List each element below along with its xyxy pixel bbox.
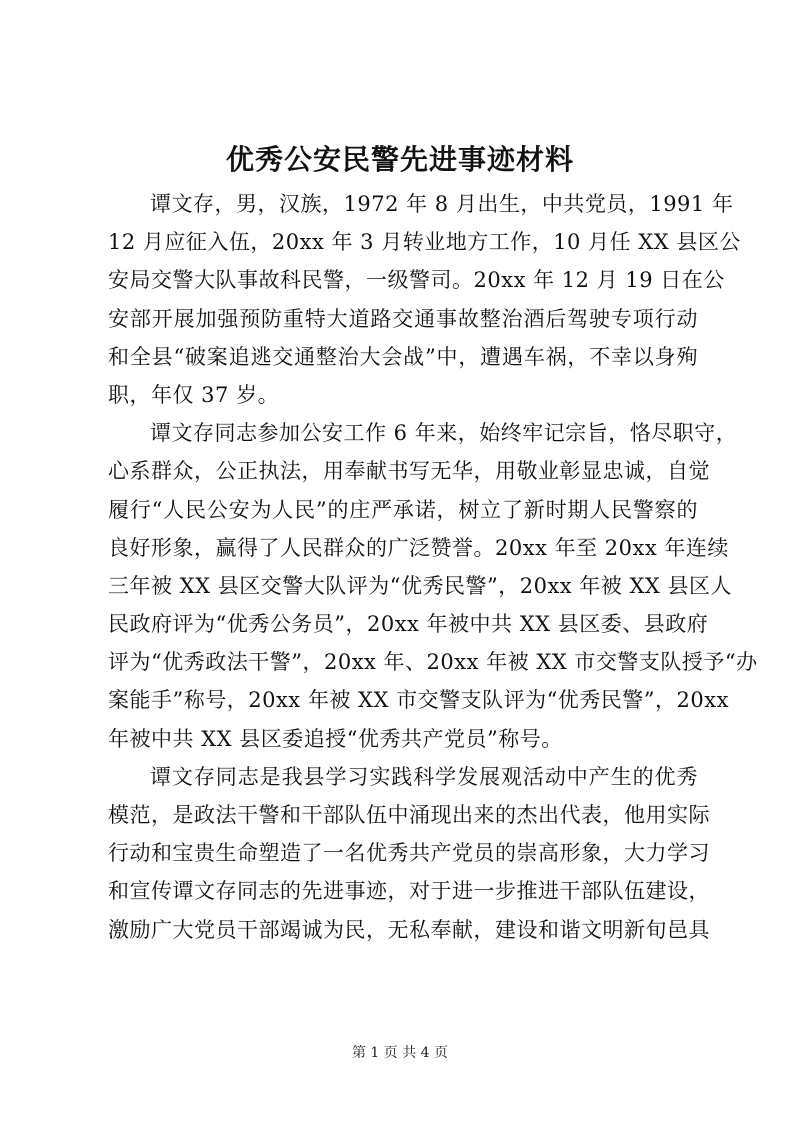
paragraph-line: 民政府评为“优秀公务员”，20xx 年被中共 XX 县区委、县政府 <box>108 612 709 637</box>
page-number-footer: 第 1 页 共 4 页 <box>351 1045 449 1061</box>
paragraph-line: 安局交警大队事故科民警，一级警司。20xx 年 12 月 19 日在公 <box>108 268 725 293</box>
paragraph-line: 谭文存同志是我县学习实践科学发展观活动中产生的优秀 <box>150 764 698 789</box>
paragraph-line: 评为“优秀政法干警”，20xx 年、20xx 年被 XX 市交警支队授予“办 <box>108 650 758 675</box>
paragraph-line: 年被中共 XX 县区委追授“优秀共产党员”称号。 <box>108 726 563 751</box>
paragraph-line: 安部开展加强预防重特大道路交通事故整治酒后驾驶专项行动 <box>108 306 698 331</box>
paragraph-line: 良好形象，赢得了人民群众的广泛赞誉。20xx 年至 20xx 年连续 <box>108 535 729 560</box>
paragraph-line: 激励广大党员干部竭诚为民，无私奉献，建设和谐文明新旬邑具 <box>108 917 710 942</box>
document-title: 优秀公安民警先进事迹材料 <box>225 143 574 176</box>
paragraph-line: 12 月应征入伍，20xx 年 3 月转业地方工作，10 月任 XX 县区公 <box>108 230 741 255</box>
paragraph-line: 案能手”称号，20xx 年被 XX 市交警支队评为“优秀民警”，20xx <box>108 688 729 713</box>
paragraph-line: 模范，是政法干警和干部队伍中涌现出来的杰出代表，他用实际 <box>108 803 710 827</box>
paragraph-line: 行动和宝贵生命塑造了一名优秀共产党员的崇高形象，大力学习 <box>108 841 710 866</box>
paragraph-line: 职，年仅 37 岁。 <box>108 382 280 407</box>
paragraph-line: 谭文存，男，汉族，1972 年 8 月出生，中共党员，1991 年 <box>150 192 734 216</box>
paragraph-line: 和全县“破案追逃交通整治大会战”中，遭遇车祸，不幸以身殉 <box>108 344 698 369</box>
paragraph-line: 谭文存同志参加公安工作 6 年来，始终牢记宗旨，恪尽职守， <box>150 421 738 446</box>
document-body <box>108 185 758 949</box>
paragraph-line: 三年被 XX 县区交警大队评为“优秀民警”，20xx 年被 XX 县区人 <box>108 573 733 598</box>
paragraph-line: 履行“人民公安为人民”的庄严承诺，树立了新时期人民警察的 <box>108 497 698 522</box>
paragraph-line: 心系群众，公正执法，用奉献书写无华，用敬业彰显忠诚，自觉 <box>108 459 710 484</box>
paragraph-line: 和宣传谭文存同志的先进事迹，对于进一步推进干部队伍建设， <box>108 879 710 904</box>
